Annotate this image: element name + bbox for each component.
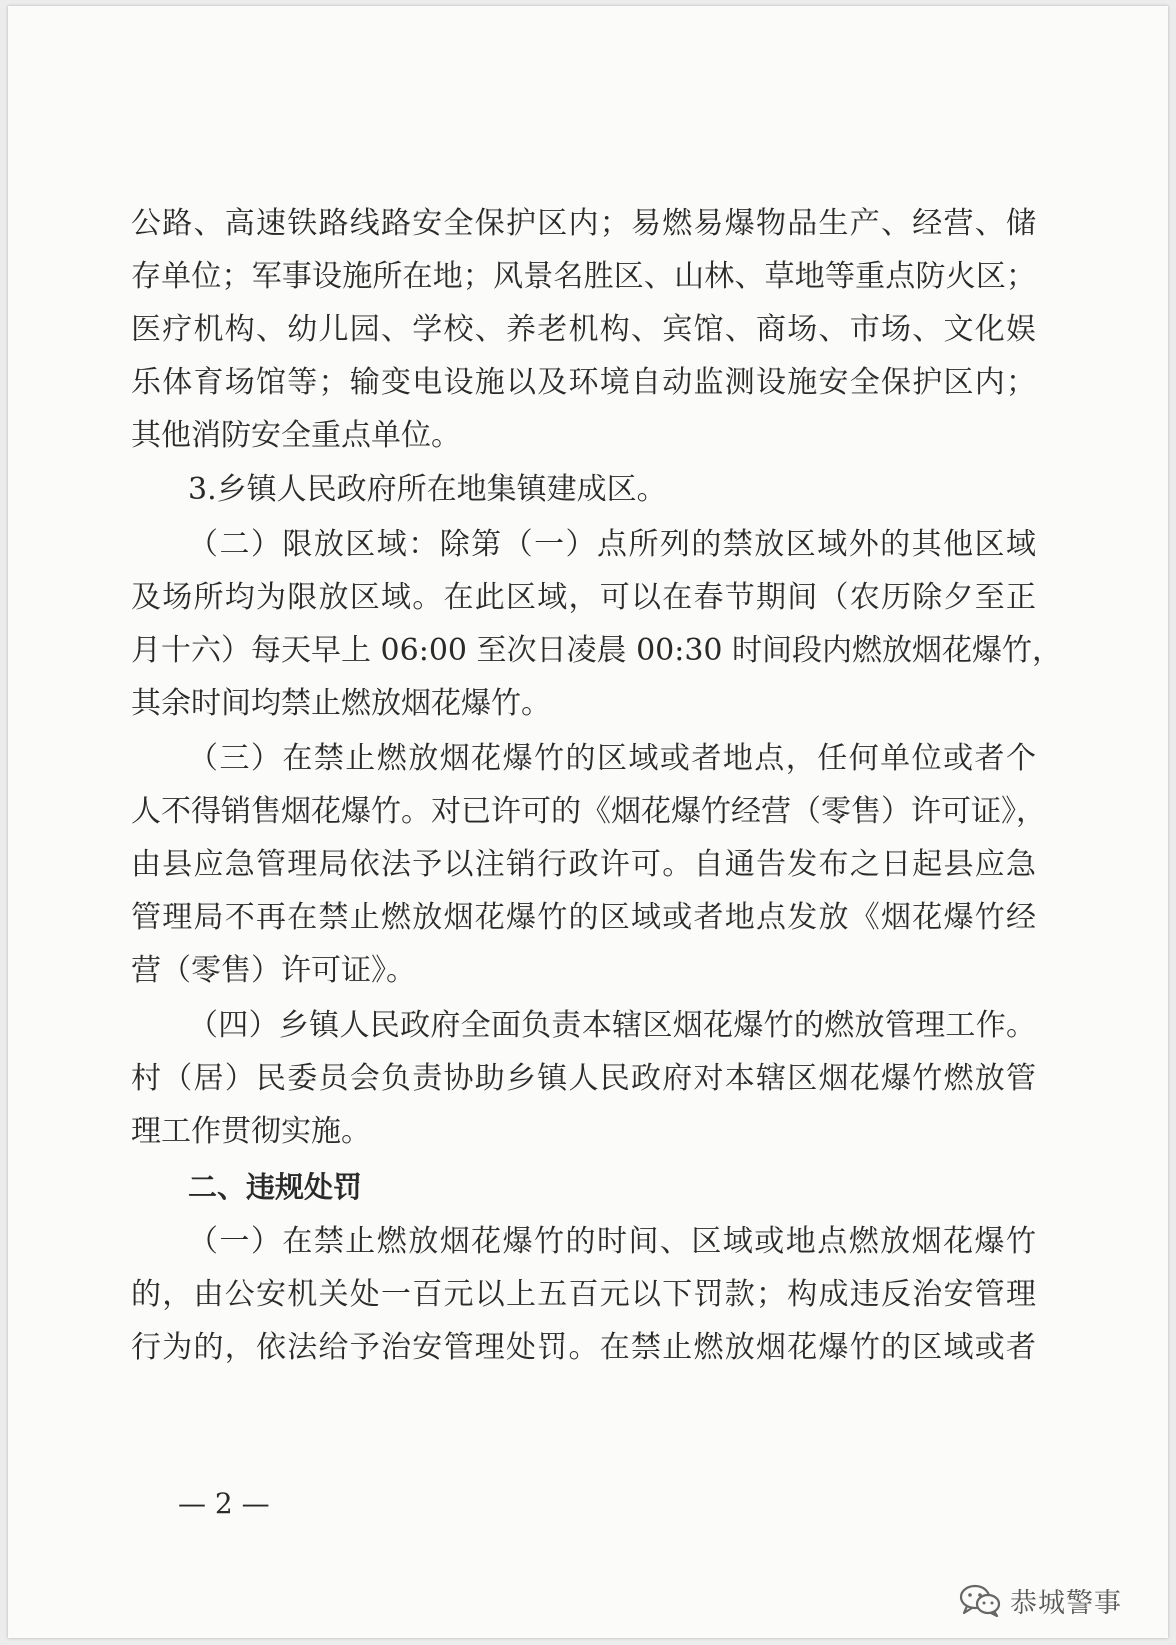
text-line: 人不得销售烟花爆竹。对已许可的《烟花爆竹经营（零售）许可证》， [131, 794, 1046, 829]
text-line: （四）乡镇人民政府全面负责本辖区烟花爆竹的燃放管理工作。 [188, 1008, 1036, 1043]
text-line: 及场所均为限放区域。在此区域，可以在春节期间（农历除夕至正 [131, 580, 1036, 615]
text-line: 公路、高速铁路线路安全保护区内；易燃易爆物品生产、经营、储 [131, 206, 1036, 241]
text-line: 的，由公安机关处一百元以上五百元以下罚款；构成违反治安管理 [131, 1277, 1036, 1312]
section-heading: 二、违规处罚 [188, 1170, 363, 1204]
text-line: （二）限放区域：除第（一）点所列的禁放区域外的其他区域 [188, 527, 1036, 562]
watermark [958, 1578, 1122, 1622]
text-line: 存单位；军事设施所在地；风景名胜区、山林、草地等重点防火区； [131, 259, 1036, 294]
wechat-icon [958, 1583, 1002, 1617]
text-line: 村（居）民委员会负责协助乡镇人民政府对本辖区烟花爆竹燃放管 [131, 1061, 1036, 1096]
page-number: — 2 — [178, 1487, 270, 1520]
text-line: 其他消防安全重点单位。 [131, 418, 461, 453]
text-line: 管理局不再在禁止燃放烟花爆竹的区域或者地点发放《烟花爆竹经 [131, 900, 1036, 935]
watermark-text: 恭城警事 [1010, 1587, 1122, 1619]
text-line: 营（零售）许可证》。 [131, 953, 416, 988]
text-line: （三）在禁止燃放烟花爆竹的区域或者地点，任何单位或者个 [188, 741, 1036, 776]
text-line: （一）在禁止燃放烟花爆竹的时间、区域或地点燃放烟花爆竹 [188, 1224, 1036, 1259]
text-line: 医疗机构、幼儿园、学校、养老机构、宾馆、商场、市场、文化娱 [131, 312, 1036, 347]
text-line: 乐体育场馆等；输变电设施以及环境自动监测设施安全保护区内； [131, 365, 1036, 400]
text-line: 理工作贯彻实施。 [131, 1114, 371, 1149]
text-line: 月十六）每天早上 06:00 至次日凌晨 00:30 时间段内燃放烟花爆竹， [131, 633, 1063, 668]
text-line: 行为的，依法给予治安管理处罚。在禁止燃放烟花爆竹的区域或者 [131, 1330, 1036, 1365]
document-page [8, 6, 1168, 1638]
text-line: 3.乡镇人民政府所在地集镇建成区。 [188, 472, 667, 507]
text-line: 其余时间均禁止燃放烟花爆竹。 [131, 686, 551, 721]
text-line: 由县应急管理局依法予以注销行政许可。自通告发布之日起县应急 [131, 847, 1036, 882]
